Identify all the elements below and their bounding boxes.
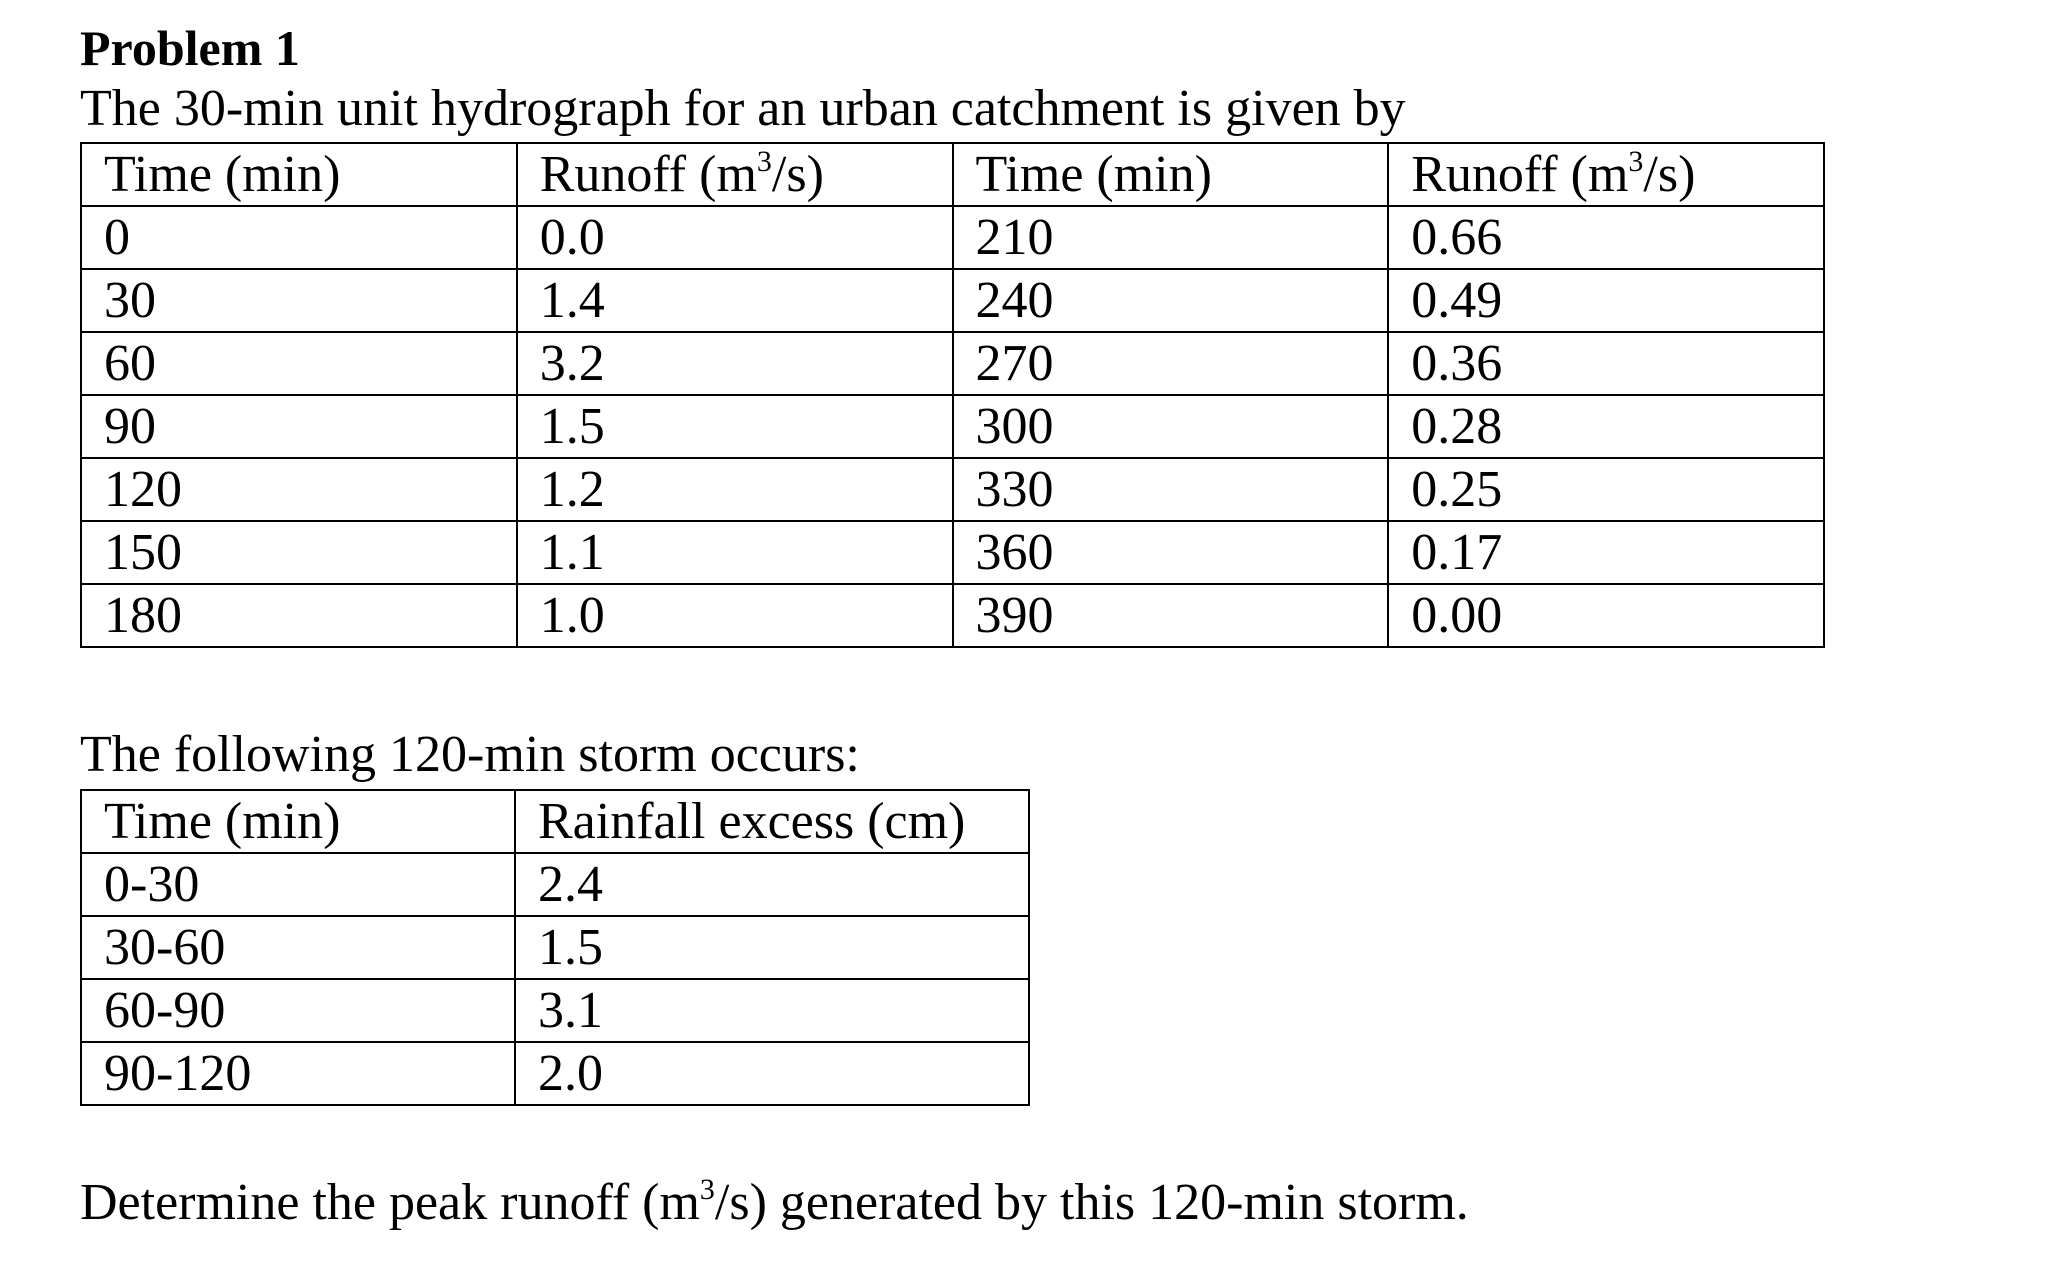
rainfall-cell: 1.5 (515, 916, 1029, 979)
runoff-column-header: Runoff $(m^3/s)$ (517, 143, 953, 206)
table-row (81, 853, 1029, 916)
time-column-header: Time (min) (81, 143, 517, 206)
time-column-header: Time (min) (953, 143, 1389, 206)
table-header-row (81, 143, 1824, 206)
table-header-row (81, 790, 1029, 853)
problem-heading: Problem 1 (80, 20, 300, 76)
runoff-cell: 0.28 (1388, 395, 1824, 458)
runoff-cell: 0.25 (1388, 458, 1824, 521)
question-text (80, 1172, 1469, 1234)
runoff-cell: 0.0 (517, 206, 953, 269)
unit-hydrograph-table (80, 142, 1825, 648)
table-row (81, 269, 1824, 332)
problem-intro-text: The 30-min unit hydrograph for an urban catchment is given by (80, 80, 1406, 137)
rainfall-cell: 2.0 (515, 1042, 1029, 1105)
time-cell: 330 (953, 458, 1389, 521)
storm-intro-text: The following 120-min storm occurs: (80, 726, 860, 783)
time-cell: 210 (953, 206, 1389, 269)
time-interval-cell: 90-120 (81, 1042, 515, 1105)
runoff-cell: 1.1 (517, 521, 953, 584)
runoff-cell: 0.00 (1388, 584, 1824, 647)
table-row (81, 584, 1824, 647)
time-cell: 270 (953, 332, 1389, 395)
runoff-cell: 1.4 (517, 269, 953, 332)
rainfall-column-header: Rainfall excess (cm) (515, 790, 1029, 853)
runoff-cell: 1.2 (517, 458, 953, 521)
rainfall-cell: 2.4 (515, 853, 1029, 916)
runoff-cell: 1.5 (517, 395, 953, 458)
time-cell: 240 (953, 269, 1389, 332)
question-suffix: /s) generated by this 120-min storm. (714, 1174, 1469, 1231)
time-cell: 300 (953, 395, 1389, 458)
time-interval-cell: 60-90 (81, 979, 515, 1042)
table-row (81, 332, 1824, 395)
time-column-header: Time (min) (81, 790, 515, 853)
table-row (81, 916, 1029, 979)
runoff-cell: 3.2 (517, 332, 953, 395)
time-cell: 390 (953, 584, 1389, 647)
runoff-cell: 0.36 (1388, 332, 1824, 395)
time-cell: 120 (81, 458, 517, 521)
table-row (81, 458, 1824, 521)
table-row (81, 521, 1824, 584)
time-cell: 90 (81, 395, 517, 458)
time-cell: 360 (953, 521, 1389, 584)
runoff-cell: 1.0 (517, 584, 953, 647)
runoff-cell: 0.17 (1388, 521, 1824, 584)
table-row (81, 979, 1029, 1042)
table-row (81, 395, 1824, 458)
question-prefix: Determine the peak runoff (m (80, 1174, 700, 1231)
rainfall-cell: 3.1 (515, 979, 1029, 1042)
time-cell: 30 (81, 269, 517, 332)
runoff-column-header: Runoff $(m^3/s)$ (1388, 143, 1824, 206)
table-row (81, 206, 1824, 269)
table-row (81, 1042, 1029, 1105)
time-cell: 60 (81, 332, 517, 395)
question-superscript: 3 (699, 1173, 715, 1206)
time-cell: 150 (81, 521, 517, 584)
runoff-cell: 0.66 (1388, 206, 1824, 269)
storm-rainfall-table (80, 789, 1030, 1106)
time-cell: 0 (81, 206, 517, 269)
runoff-cell: 0.49 (1388, 269, 1824, 332)
time-cell: 180 (81, 584, 517, 647)
time-interval-cell: 0-30 (81, 853, 515, 916)
time-interval-cell: 30-60 (81, 916, 515, 979)
